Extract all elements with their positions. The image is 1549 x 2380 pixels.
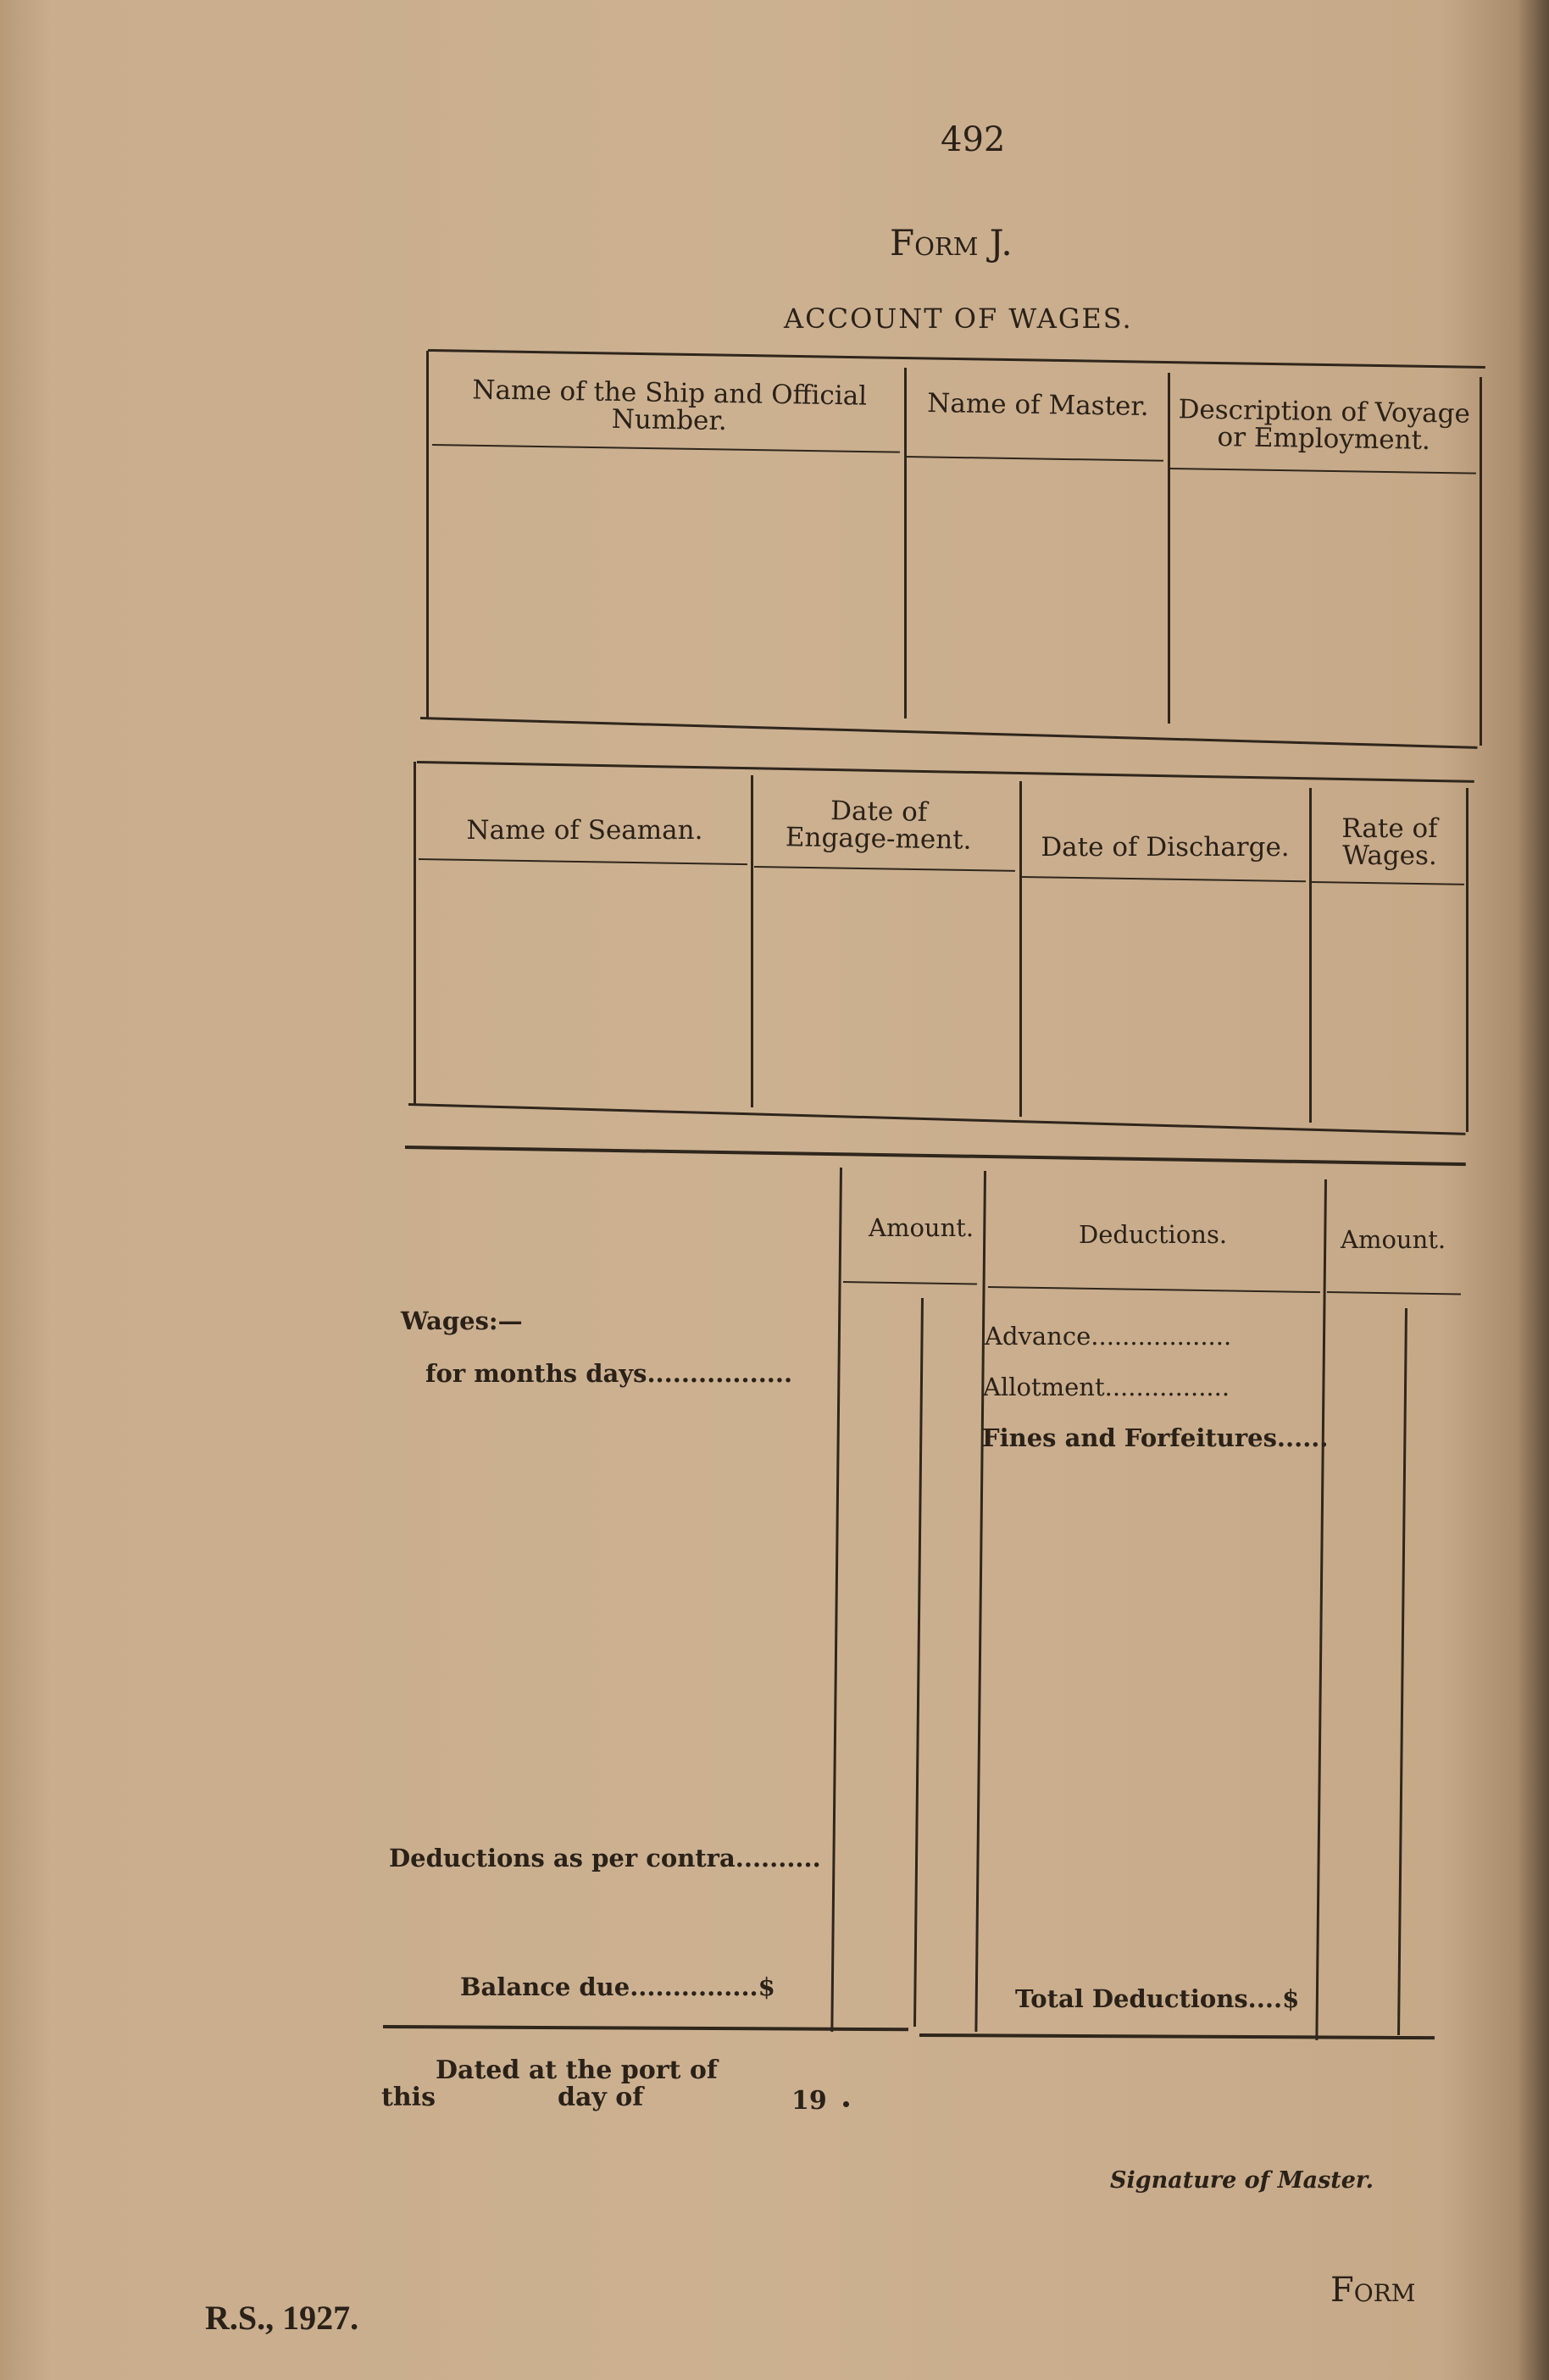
balance-due-line: Balance due...............$: [460, 1972, 775, 2001]
fines-forfeitures-line: Fines and Forfeitures......: [982, 1423, 1329, 1452]
discharge-date-header: Date of Discharge.: [1041, 832, 1290, 863]
amount-header-right: Amount.: [1341, 1225, 1446, 1254]
deductions-header: Deductions.: [1079, 1220, 1228, 1249]
this-label: this: [381, 2083, 436, 2112]
amount-header: Amount.: [869, 1213, 974, 1242]
seaman-name-header: Name of Seaman.: [466, 815, 703, 846]
advance-line: Advance..................: [985, 1322, 1232, 1351]
wages-label: Wages:—: [401, 1307, 523, 1335]
voyage-description-header: Description of Voyage or Employment.: [1178, 394, 1471, 456]
master-signature-caption: Signature of Master.: [1110, 2167, 1374, 2194]
day-of-label: day of: [558, 2083, 644, 2112]
ship-name-header: Name of the Ship and Official Number.: [472, 374, 868, 437]
year-prefix: 19: [791, 2086, 827, 2116]
revised-statutes-citation: R.S., 1927.: [205, 2299, 359, 2337]
engagement-date-header: Date of Engage-ment.: [785, 796, 972, 856]
period-dot: [843, 2101, 849, 2107]
master-name-header: Name of Master.: [927, 387, 1149, 423]
deductions-per-contra-line: Deductions as per contra..........: [389, 1844, 821, 1872]
page-number: 492: [941, 120, 1006, 159]
dated-at-port: Dated at the port of: [436, 2055, 718, 2085]
next-form-catchword: Form: [1330, 2271, 1416, 2310]
wages-period-line: for months days.................: [425, 1359, 793, 1388]
form-title: Form J.: [890, 222, 1013, 264]
page-subtitle: ACCOUNT OF WAGES.: [784, 302, 1133, 335]
wage-rate-header: Rate of Wages.: [1341, 813, 1438, 871]
allotment-line: Allotment................: [983, 1373, 1230, 1401]
total-deductions-line: Total Deductions....$: [1015, 1984, 1300, 2013]
